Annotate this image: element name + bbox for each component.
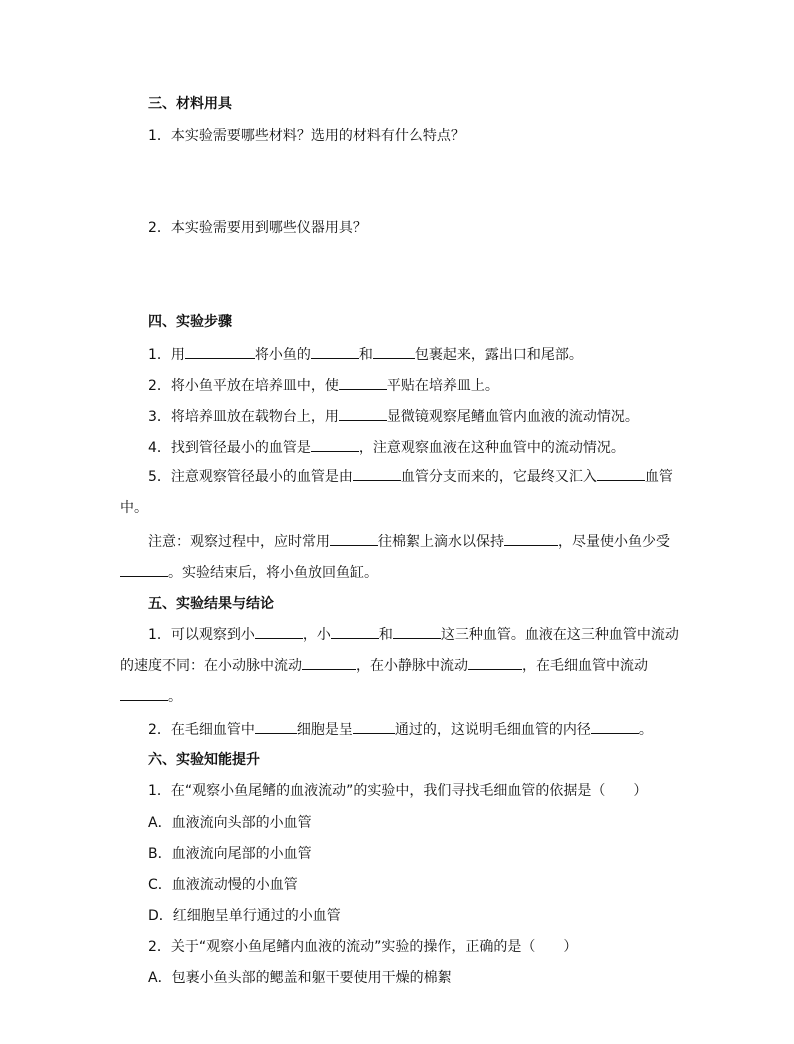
- step-4-text-a: 4．找到管径最小的血管是: [148, 440, 311, 456]
- step-3-text-a: 3．将培养皿放在载物台上，用: [148, 409, 339, 425]
- fill-blank[interactable]: [120, 686, 168, 701]
- result-2-text-a: 2．在毛细血管中: [148, 722, 255, 738]
- q1-option-a: A．血液流向头部的小血管: [148, 815, 312, 831]
- fill-blank[interactable]: [311, 344, 359, 359]
- step-4-text-b: ，注意观察血液在这种血管中的流动情况。: [358, 440, 625, 456]
- step-1-text-c: 和: [358, 347, 373, 363]
- note-text-b: 往棉絮上滴水以保持: [378, 534, 504, 550]
- note-text-d: 。实验结束后，将小鱼放回鱼缸。: [168, 565, 378, 581]
- fill-blank[interactable]: [331, 624, 379, 639]
- fill-blank[interactable]: [330, 531, 378, 546]
- result-1-text-e: ，在小静脉中流动: [356, 658, 468, 674]
- step-1-text-d: 包裹起来，露出口和尾部。: [414, 347, 583, 363]
- result-1-text-b: ，小: [302, 627, 331, 643]
- result-2-text-b: 细胞是呈: [296, 722, 353, 738]
- section-heading-steps: 四、实验步骤: [148, 314, 232, 330]
- note-text-c: ，尽量使小鱼少受: [558, 534, 670, 550]
- section-heading-improve: 六、实验知能提升: [148, 752, 260, 768]
- result-1: [120, 620, 680, 713]
- fill-blank[interactable]: [255, 624, 303, 639]
- fill-blank[interactable]: [504, 531, 558, 546]
- result-1-text-f: ，在毛细血管中流动: [522, 658, 648, 674]
- step-2-text-a: 2．将小鱼平放在培养皿中，使: [148, 378, 339, 394]
- fill-blank[interactable]: [597, 466, 645, 481]
- step-4: [148, 437, 708, 458]
- fill-blank[interactable]: [468, 655, 522, 670]
- step-5-text-b: 血管分支而来的，它最终又汇入: [400, 469, 597, 485]
- fill-blank[interactable]: [373, 344, 415, 359]
- result-1-text-g: 。: [168, 689, 182, 705]
- fill-blank[interactable]: [302, 655, 356, 670]
- result-1-text-a: 1．可以观察到小: [148, 627, 255, 643]
- fill-blank[interactable]: [311, 437, 359, 452]
- materials-question-1: 1．本实验需要哪些材料？选用的材料有什么特点？: [148, 128, 465, 144]
- note-text-a: 注意：观察过程中，应时常用: [148, 534, 330, 550]
- step-1-text-b: 将小鱼的: [254, 347, 311, 363]
- result-2-text-c: 通过的，这说明毛细血管的内径: [394, 722, 591, 738]
- step-1: [148, 344, 708, 365]
- result-2-text-d: 。: [638, 722, 653, 738]
- step-5: [120, 462, 680, 524]
- q1-option-d: D．红细胞呈单行通过的小血管: [148, 908, 341, 924]
- improve-question-1: 1．在“观察小鱼尾鳍的血液流动”的实验中，我们寻找毛细血管的依据是（ ）: [148, 783, 648, 799]
- step-3-text-b: 显微镜观察尾鳍血管内血液的流动情况。: [386, 409, 639, 425]
- result-2: [148, 719, 708, 740]
- result-1-text-d: 这三种血管。血液在这三种血管中流动的速度不同：在小动脉中流动: [120, 627, 679, 674]
- step-2-text-b: 平贴在培养皿上。: [386, 378, 499, 394]
- fill-blank[interactable]: [255, 719, 297, 734]
- step-1-text-a: 1．用: [148, 347, 185, 363]
- result-1-text-c: 和: [378, 627, 393, 643]
- fill-blank[interactable]: [591, 719, 639, 734]
- q2-option-a: A．包裹小鱼头部的鳃盖和躯干要使用干燥的棉絮: [148, 970, 452, 986]
- q1-option-c: C．血液流动慢的小血管: [148, 877, 298, 893]
- fill-blank[interactable]: [185, 344, 255, 359]
- improve-question-2: 2．关于“观察小鱼尾鳍内血液的流动”实验的操作，正确的是（ ）: [148, 939, 578, 955]
- step-note: [120, 527, 680, 589]
- fill-blank[interactable]: [353, 466, 401, 481]
- step-3: [148, 406, 708, 427]
- step-5-text-c: 血管中。: [120, 469, 673, 516]
- fill-blank[interactable]: [393, 624, 441, 639]
- materials-question-2: 2．本实验需要用到哪些仪器用具？: [148, 220, 367, 236]
- fill-blank[interactable]: [339, 406, 387, 421]
- section-heading-results: 五、实验结果与结论: [148, 596, 274, 612]
- fill-blank[interactable]: [339, 375, 387, 390]
- step-2: [148, 375, 708, 396]
- q1-option-b: B．血液流向尾部的小血管: [148, 846, 312, 862]
- fill-blank[interactable]: [120, 562, 168, 577]
- step-5-text-a: 5．注意观察管径最小的血管是由: [148, 469, 353, 485]
- section-heading-materials: 三、材料用具: [148, 96, 232, 112]
- fill-blank[interactable]: [353, 719, 395, 734]
